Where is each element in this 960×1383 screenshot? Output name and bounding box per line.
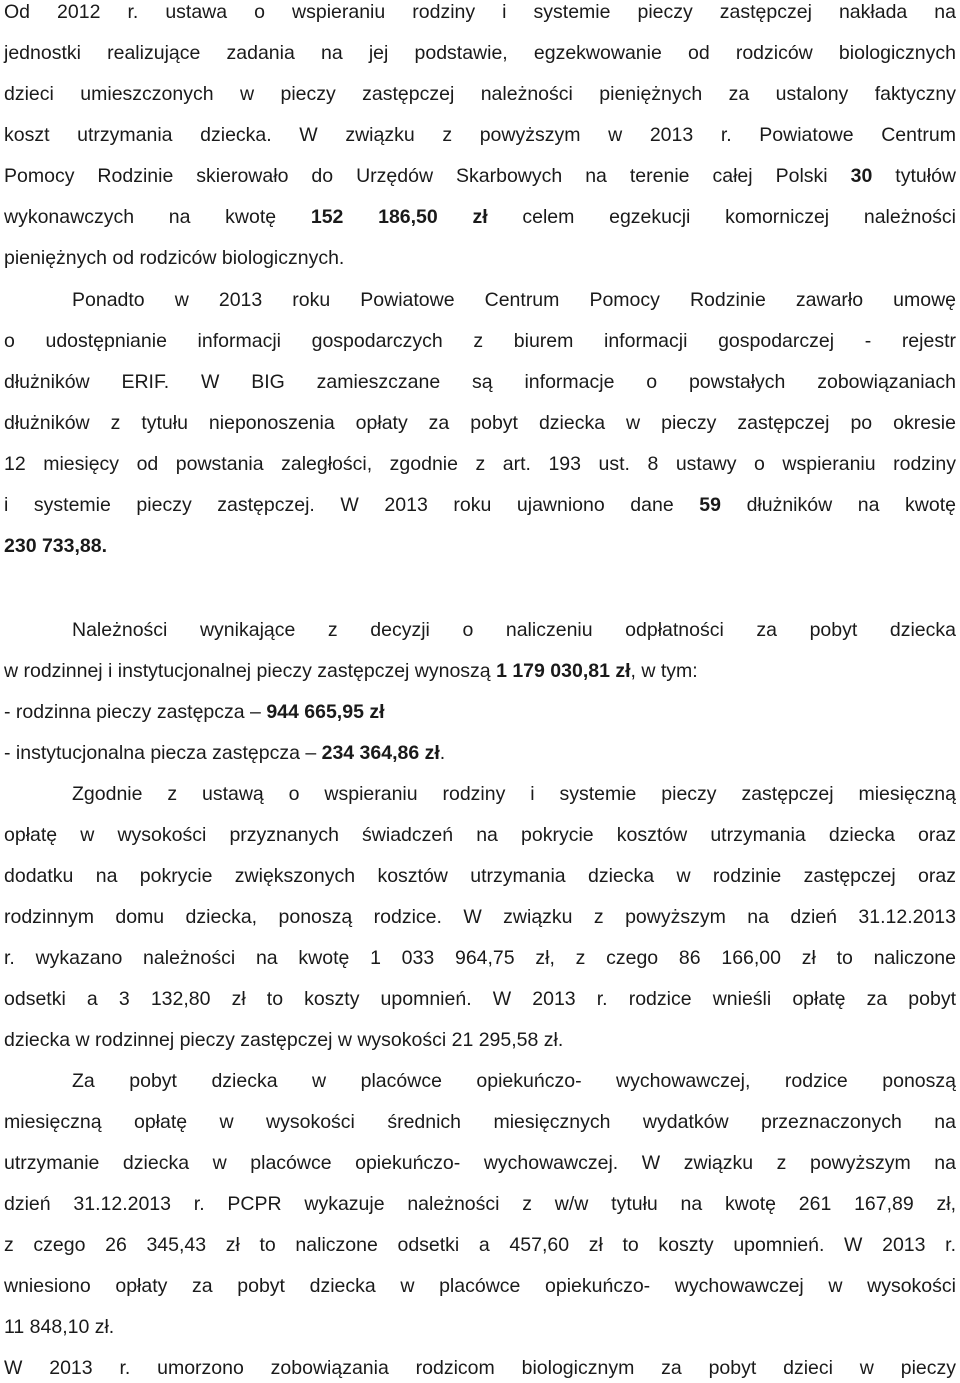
text-line: W 2013 r. umorzono zobowiązania rodzicom biologicznym za pobyt dzieci w pieczy xyxy=(4,1357,956,1379)
text-line: wniesiono opłaty za pobyt dziecka w placówce opiekuńczo- wychowawczej w wysokości xyxy=(4,1275,956,1297)
text-line: dziecka w rodzinnej pieczy zastępczej w wysokości 21 295,58 zł. xyxy=(4,1029,564,1051)
text-line: - rodzinna pieczy zastępcza – 944 665,95 zł xyxy=(4,701,385,723)
text-line: dodatku na pokrycie zwiększonych kosztów utrzymania dziecka w rodzinie zastępczej oraz xyxy=(4,865,956,887)
text-line: jednostki realizujące zadania na jej podstawie, egzekwowanie od rodziców biologicznych xyxy=(4,42,956,64)
text-line: 11 848,10 zł. xyxy=(4,1316,115,1338)
text-line: Należności wynikające z decyzji o naliczeniu odpłatności za pobyt dziecka xyxy=(72,619,956,641)
text-line: rodzinnym domu dziecka, ponoszą rodzice. W związku z powyższym na dzień 31.12.2013 xyxy=(4,906,956,928)
text-line: w rodzinnej i instytucjonalnej pieczy zastępczej wynoszą 1 179 030,81 zł, w tym: xyxy=(4,660,698,682)
text-line: 12 miesięcy od powstania zaległości, zgodnie z art. 193 ust. 8 ustawy o wspieraniu rodziny xyxy=(4,453,956,475)
text-line: opłatę w wysokości przyznanych świadczeń na pokrycie kosztów utrzymania dziecka oraz xyxy=(4,824,956,846)
text-line: Zgodnie z ustawą o wspieraniu rodziny i systemie pieczy zastępczej miesięczną xyxy=(72,783,956,805)
text-line: z czego 26 345,43 zł to naliczone odsetki a 457,60 zł to koszty upomnień. W 2013 r. xyxy=(4,1234,956,1256)
text-line: Pomocy Rodzinie skierowało do Urzędów Skarbowych na terenie całej Polski 30 tytułów xyxy=(4,165,956,187)
text-line: Ponadto w 2013 roku Powiatowe Centrum Pomocy Rodzinie zawarło umowę xyxy=(72,289,956,311)
text-line: r. wykazano należności na kwotę 1 033 964,75 zł, z czego 86 166,00 zł to naliczone xyxy=(4,947,956,969)
text-line: i systemie pieczy zastępczej. W 2013 roku ujawniono dane 59 dłużników na kwotę xyxy=(4,494,956,516)
text-line: dłużników z tytułu nieponoszenia opłaty za pobyt dziecka w pieczy zastępczej po okresie xyxy=(4,412,956,434)
text-line: wykonawczych na kwotę 152 186,50 zł celem egzekucji komorniczej należności xyxy=(4,206,957,228)
text-line: 230 733,88. xyxy=(4,535,108,557)
text-line: pieniężnych od rodziców biologicznych. xyxy=(4,247,345,269)
text-line: utrzymanie dziecka w placówce opiekuńczo- wychowawczej. W związku z powyższym na xyxy=(4,1152,956,1174)
text-line: koszt utrzymania dziecka. W związku z powyższym w 2013 r. Powiatowe Centrum xyxy=(4,124,956,146)
text-line: miesięczną opłatę w wysokości średnich miesięcznych wydatków przeznaczonych na xyxy=(4,1111,956,1133)
text-line: dzieci umieszczonych w pieczy zastępczej należności pieniężnych za ustalony faktyczny xyxy=(4,83,956,105)
text-line: odsetki a 3 132,80 zł to koszty upomnień. W 2013 r. rodzice wnieśli opłatę za pobyt xyxy=(4,988,956,1010)
text-line: Za pobyt dziecka w placówce opiekuńczo- wychowawczej, rodzice ponoszą xyxy=(72,1070,956,1092)
text-line: o udostępnianie informacji gospodarczych z biurem informacji gospodarczej - rejestr xyxy=(4,330,956,352)
text-line: dzień 31.12.2013 r. PCPR wykazuje należności z w/w tytułu na kwotę 261 167,89 zł, xyxy=(4,1193,956,1215)
text-line: dłużników ERIF. W BIG zamieszczane są informacje o powstałych zobowiązaniach xyxy=(4,371,956,393)
text-line: Od 2012 r. ustawa o wspieraniu rodziny i systemie pieczy zastępczej nakłada na xyxy=(4,1,956,23)
text-line: - instytucjonalna piecza zastępcza – 234 364,86 zł. xyxy=(4,742,446,764)
